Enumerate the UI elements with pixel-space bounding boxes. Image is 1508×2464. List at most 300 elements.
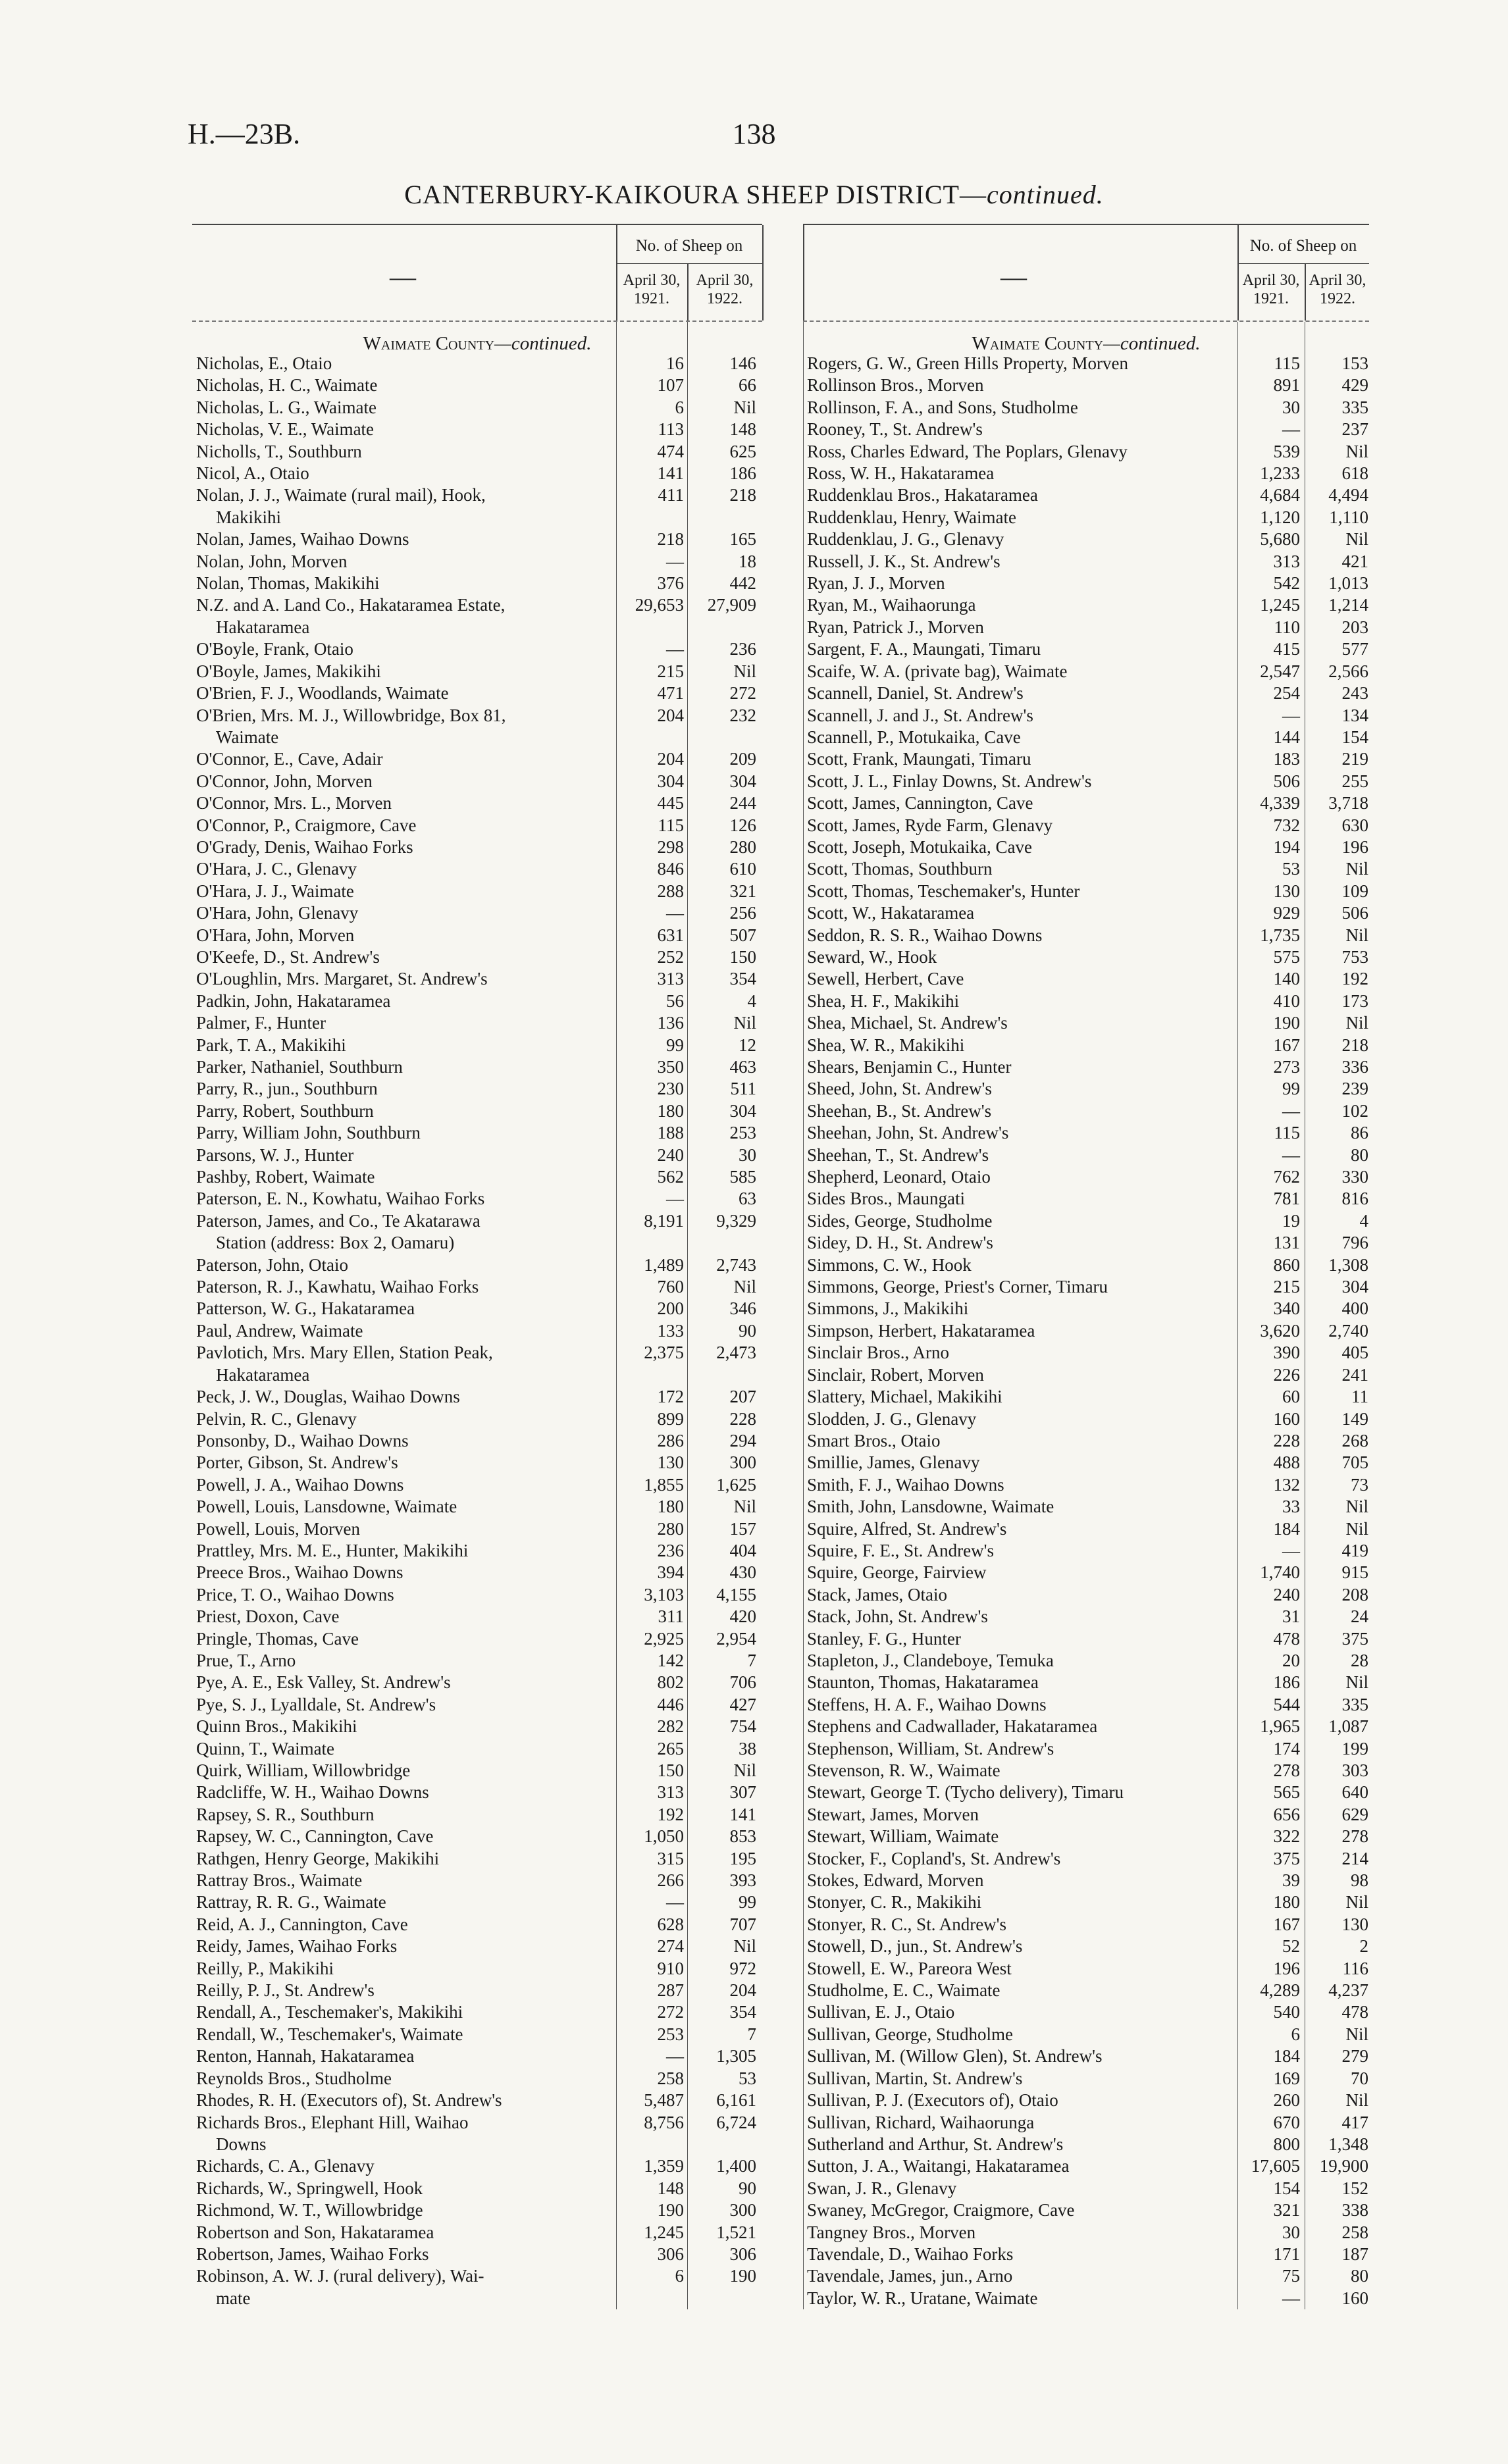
holder-name-line: Paterson, R. J., Kawhatu, Waihao Forks [196, 1277, 479, 1297]
table-row [803, 1122, 1369, 1144]
holder-name [192, 1782, 601, 1803]
table-row [192, 1870, 762, 1891]
holder-name [192, 771, 601, 792]
holder-name [192, 374, 601, 396]
holder-name-line: Scott, James, Ryde Farm, Glenavy [807, 815, 1053, 835]
sheep-1921: 204 [657, 705, 684, 725]
sheep-1921: 113 [658, 419, 684, 440]
sheep-1921: 376 [657, 573, 684, 594]
table-row [192, 968, 762, 990]
sheep-1921: 192 [657, 1804, 684, 1824]
holder-name [803, 1254, 1245, 1276]
sheep-1921: 266 [657, 1870, 684, 1891]
holder-name [192, 1540, 601, 1562]
sheep-1921: 228 [1273, 1430, 1300, 1450]
table-row [192, 528, 762, 550]
holder-name-line: Nicholls, T., Southburn [196, 441, 362, 461]
holder-name [192, 968, 601, 990]
holder-name [803, 551, 1245, 573]
table-row [803, 2068, 1369, 2090]
holder-name [803, 507, 1245, 528]
holder-name [803, 946, 1245, 968]
holder-name-line: Sheehan, T., St. Andrew's [807, 1144, 989, 1165]
table-row [192, 836, 762, 858]
holder-name-line: Tangney Bros., Morven [807, 2222, 976, 2242]
report-code: H.—23B. [188, 118, 301, 150]
holder-name-line: Reilly, P. J., St. Andrew's [196, 1980, 375, 2001]
holder-name [803, 1474, 1245, 1496]
sheep-1922: Nil [733, 661, 756, 681]
sheep-1922: 70 [1351, 2068, 1368, 2088]
holder-name-line: Richards, C. A., Glenavy [196, 2156, 375, 2176]
county-heading [192, 322, 762, 353]
holder-name-line: Powell, J. A., Waihao Downs [196, 1474, 404, 1495]
holder-name-line: O'Connor, P., Craigmore, Cave [196, 815, 417, 835]
table-row [803, 1562, 1369, 1583]
sheep-1921: 282 [657, 1716, 684, 1737]
sheep-1921: 390 [1273, 1343, 1300, 1363]
table-row [192, 2155, 762, 2177]
sheep-1921: 846 [657, 859, 684, 879]
holder-name [192, 836, 601, 858]
sheep-1922: Nil [1345, 1013, 1368, 1033]
sheep-1921: 148 [657, 2178, 684, 2198]
sheep-1922: 404 [729, 1540, 756, 1560]
sheep-1921: 258 [657, 2068, 684, 2088]
holder-name [192, 1650, 601, 1672]
page-number: 138 [732, 118, 776, 150]
holder-name-line: Taylor, W. R., Uratane, Waimate [807, 2288, 1038, 2308]
holder-name-line: Nicholas, H. C., Waimate [196, 375, 378, 396]
sheep-1922: 141 [729, 1804, 756, 1824]
holder-name [192, 1210, 601, 1254]
holder-name-line: Stephens and Cadwallader, Hakataramea [807, 1716, 1098, 1737]
holder-name-line: Stowell, D., jun., St. Andrew's [807, 1936, 1023, 1957]
table-row [192, 771, 762, 792]
sheep-1921: 184 [1273, 1518, 1300, 1539]
holder-name [803, 705, 1245, 727]
sheep-1921: 4,339 [1260, 793, 1300, 813]
holder-name [803, 1232, 1245, 1254]
sheep-1922: 330 [1341, 1167, 1368, 1187]
holder-name-line: Sargent, F. A., Maungati, Timaru [807, 639, 1041, 659]
holder-name [803, 1738, 1245, 1760]
holder-name-line: Simmons, C. W., Hook [807, 1254, 972, 1275]
sheep-1921: 188 [657, 1123, 684, 1143]
sheep-1922: 1,214 [1328, 595, 1368, 615]
holder-name-line: Ross, Charles Edward, The Poplars, Glenavy [807, 441, 1128, 461]
sheep-1921: 8,191 [644, 1210, 684, 1231]
table-row [803, 594, 1369, 616]
header-rule [1237, 263, 1369, 264]
holder-name-line: Shears, Benjamin C., Hunter [807, 1057, 1012, 1077]
sheep-1921: 56 [666, 990, 684, 1011]
sheep-1921: 6 [1291, 2024, 1300, 2044]
holder-name-line: Pringle, Thomas, Cave [196, 1628, 359, 1649]
sheep-1922: 2,566 [1328, 661, 1368, 681]
sheep-1921: — [666, 1892, 684, 1912]
sheep-1922: 618 [1341, 463, 1368, 484]
sheep-1922: 19,900 [1319, 2156, 1368, 2176]
table-row [192, 1782, 762, 1803]
holder-name-line: Rollinson, F. A., and Sons, Studholme [807, 397, 1078, 417]
holder-name-continuation: Makikihi [216, 507, 281, 527]
sheep-1922: 1,087 [1328, 1716, 1368, 1737]
holder-name-line: Padkin, John, Hakataramea [196, 990, 391, 1011]
sheep-1921: 273 [1273, 1057, 1300, 1077]
holder-name-line: Richards Bros., Elephant Hill, Waihao [196, 2112, 469, 2132]
holder-name-line: Smart Bros., Otaio [807, 1430, 941, 1450]
table-row [803, 682, 1369, 704]
holder-name [192, 1891, 601, 1913]
table-row [803, 1188, 1369, 1210]
sheep-1921: 488 [1273, 1452, 1300, 1473]
holder-name [192, 1452, 601, 1474]
holder-name [803, 1364, 1245, 1386]
holder-name-line: Richards, W., Springwell, Hook [196, 2178, 423, 2198]
holder-name [192, 1716, 601, 1737]
holder-name-line: O'Hara, John, Morven [196, 925, 355, 945]
holder-name-line: Paterson, James, and Co., Te Akatarawa [196, 1210, 481, 1231]
table-row [192, 1452, 762, 1474]
sheep-1921: 115 [1274, 1123, 1300, 1143]
sheep-1922: 506 [1341, 903, 1368, 923]
holder-name [803, 1716, 1245, 1737]
holder-name-line: O'Loughlin, Mrs. Margaret, St. Andrew's [196, 969, 488, 989]
holder-name-line: Swaney, McGregor, Craigmore, Cave [807, 2200, 1075, 2220]
sheep-1921: 30 [1282, 397, 1300, 417]
sheep-1921: — [666, 2046, 684, 2066]
table-row [803, 2199, 1369, 2221]
sheep-1922: Nil [733, 1277, 756, 1297]
sheep-1921: 172 [657, 1387, 684, 1407]
sheep-1921: 272 [657, 2002, 684, 2022]
holder-name [192, 881, 601, 902]
sheep-1921: 1,359 [644, 2156, 684, 2176]
sheep-1922: 148 [729, 419, 756, 440]
table-row [803, 2244, 1369, 2265]
table-row [803, 507, 1369, 528]
sheep-1922: 187 [1341, 2244, 1368, 2264]
sheep-1922: 753 [1341, 946, 1368, 967]
sheep-1921: 340 [1273, 1298, 1300, 1319]
table-row [192, 1298, 762, 1320]
holder-name-line: Shea, H. F., Makikihi [807, 990, 960, 1011]
sheep-1922: 80 [1351, 2266, 1368, 2286]
holder-name-line: Smith, John, Lansdowne, Waimate [807, 1497, 1054, 1517]
sheep-1922: 419 [1341, 1540, 1368, 1560]
holder-name-line: Stack, John, St. Andrew's [807, 1606, 988, 1627]
sheep-1922: Nil [1345, 1497, 1368, 1517]
sheep-1922: 336 [1341, 1057, 1368, 1077]
sheep-1921: 1,735 [1260, 925, 1300, 945]
holder-name-line: Rattray, R. R. G., Waimate [196, 1892, 386, 1912]
sheep-1921: 29,653 [635, 595, 684, 615]
holder-name [803, 1782, 1245, 1803]
holder-name-line: Sheehan, B., St. Andrew's [807, 1100, 992, 1121]
holder-name-line: Sidey, D. H., St. Andrew's [807, 1233, 993, 1253]
holder-name [192, 815, 601, 836]
holder-name-line: Shea, W. R., Makikihi [807, 1035, 965, 1055]
holder-name [192, 1870, 601, 1891]
holder-name [192, 2199, 601, 2221]
sheep-1921: 160 [1273, 1408, 1300, 1429]
table-row [803, 1540, 1369, 1562]
sheep-1922: 306 [729, 2244, 756, 2264]
table-row [803, 727, 1369, 748]
sheep-1921: 628 [657, 1914, 684, 1934]
table-row [192, 1628, 762, 1650]
sheep-1921: 929 [1273, 903, 1300, 923]
table-row [192, 1056, 762, 1078]
sheep-1921: 132 [1273, 1474, 1300, 1495]
holder-name [192, 1474, 601, 1496]
table-row [803, 2265, 1369, 2287]
holder-name [803, 792, 1245, 814]
sheep-1922: 207 [729, 1387, 756, 1407]
holder-name [803, 1826, 1245, 1847]
holder-name-line: Smith, F. J., Waihao Downs [807, 1474, 1004, 1495]
table-row [803, 1650, 1369, 1672]
sheep-1921: 6 [675, 397, 684, 417]
holder-name-line: Powell, Louis, Lansdowne, Waimate [196, 1497, 457, 1517]
sheep-1921: 540 [1273, 2002, 1300, 2022]
page-header [188, 117, 1320, 157]
table-header [803, 225, 1369, 322]
sheep-1922: 507 [729, 925, 756, 945]
table-row [192, 1518, 762, 1540]
holder-name-line: Simmons, J., Makikihi [807, 1298, 969, 1319]
sheep-1922: 442 [729, 573, 756, 594]
sheep-1922: Nil [1345, 859, 1368, 879]
holder-name-line: Park, T. A., Makikihi [196, 1035, 346, 1055]
table-row [192, 2112, 762, 2156]
holder-name-line: Parker, Nathaniel, Southburn [196, 1057, 403, 1077]
sheep-1922: 228 [729, 1408, 756, 1429]
table-row [803, 1254, 1369, 1276]
sheep-1922: 218 [729, 485, 756, 505]
sheep-1922: 130 [1341, 1914, 1368, 1934]
right-column-table [803, 224, 1369, 2309]
holder-name-line: Smillie, James, Glenavy [807, 1452, 980, 1473]
holder-name [803, 1298, 1245, 1320]
sheep-1921: — [666, 1189, 684, 1209]
page-title [0, 179, 1508, 210]
sheep-1921: 762 [1273, 1167, 1300, 1187]
holder-name [192, 463, 601, 484]
table-row [803, 1320, 1369, 1342]
table-row [803, 1694, 1369, 1716]
holder-name [192, 484, 601, 528]
holder-name-line: O'Brien, F. J., Woodlands, Waimate [196, 683, 449, 704]
holder-name-line: Paterson, E. N., Kowhatu, Waihao Forks [196, 1189, 485, 1209]
sheep-1922: 99 [739, 1892, 756, 1912]
header-rule [616, 263, 762, 264]
sheep-1921: 265 [657, 1738, 684, 1758]
table-row [803, 638, 1369, 660]
sheep-1921: 5,487 [644, 2090, 684, 2111]
holder-name [192, 1760, 601, 1782]
table-row [192, 594, 762, 638]
holder-name [192, 1628, 601, 1650]
table-row [192, 1826, 762, 1847]
holder-name [803, 1958, 1245, 1980]
row-list [192, 353, 762, 2309]
table-row [803, 1166, 1369, 1188]
sheep-1921: 60 [1282, 1387, 1300, 1407]
holder-name [803, 1078, 1245, 1100]
sheep-1922: 214 [1341, 1848, 1368, 1868]
table-row [192, 353, 762, 374]
sheep-1922: 405 [1341, 1343, 1368, 1363]
sheep-1921: 1,120 [1260, 507, 1300, 527]
holder-name-line: Reid, A. J., Cannington, Cave [196, 1914, 408, 1934]
sheep-1922: 816 [1341, 1189, 1368, 1209]
sheep-1921: 260 [1273, 2090, 1300, 2111]
table-row [803, 1891, 1369, 1913]
table-row [803, 2178, 1369, 2199]
table-row [192, 1584, 762, 1606]
table-row [192, 2001, 762, 2023]
sheep-1921: 180 [657, 1497, 684, 1517]
holder-name-line: Pavlotich, Mrs. Mary Ellen, Station Peak, [196, 1343, 493, 1363]
sheep-1921: 1,965 [1260, 1716, 1300, 1737]
holder-name-line: Parry, R., jun., Southburn [196, 1079, 378, 1099]
sheep-1922: 199 [1341, 1738, 1368, 1758]
holder-name-line: O'Hara, John, Glenavy [196, 903, 359, 923]
table-row [192, 1848, 762, 1870]
sheep-1921: — [666, 551, 684, 571]
sheep-1922: 2,743 [716, 1254, 756, 1275]
table-row [803, 1298, 1369, 1320]
holder-name [803, 727, 1245, 748]
sheep-1921: 115 [1274, 353, 1300, 373]
sheep-1921: 394 [657, 1562, 684, 1583]
sheep-1921: 286 [657, 1430, 684, 1450]
holder-name-line: Ryan, J. J., Morven [807, 573, 945, 594]
holder-name-line: Scott, W., Hakataramea [807, 903, 975, 923]
holder-name [803, 2288, 1245, 2309]
table-row [803, 858, 1369, 880]
sheep-1921: 2,925 [644, 1628, 684, 1649]
holder-name-line: Rhodes, R. H. (Executors of), St. Andrew's [196, 2090, 502, 2111]
holder-name [803, 374, 1245, 396]
table-row [803, 374, 1369, 396]
name-column-header: — [390, 262, 416, 292]
table-row [803, 1232, 1369, 1254]
sheep-1921: — [1282, 1144, 1300, 1165]
table-row [803, 946, 1369, 968]
sheep-1921: 575 [1273, 946, 1300, 967]
table-row [192, 1474, 762, 1496]
sheep-1922: 243 [1341, 683, 1368, 704]
holder-name [192, 2265, 601, 2309]
sheep-1922: 196 [1341, 836, 1368, 857]
sheep-1922: Nil [1345, 441, 1368, 461]
table-row [192, 397, 762, 419]
sheep-1922: 150 [729, 946, 756, 967]
holder-name [192, 2045, 601, 2067]
name-column-header: — [1001, 262, 1027, 292]
holder-name [803, 1540, 1245, 1562]
sheep-1922: 239 [1341, 1079, 1368, 1099]
holder-name-line: Reilly, P., Makikihi [196, 1958, 334, 1978]
holder-name [803, 1320, 1245, 1342]
holder-name-line: Nolan, Thomas, Makikihi [196, 573, 380, 594]
holder-name [192, 397, 601, 419]
sheep-1922: Nil [733, 1760, 756, 1780]
holder-name [803, 858, 1245, 880]
table-row [192, 463, 762, 484]
holder-name-line: Simmons, George, Priest's Corner, Timaru [807, 1277, 1108, 1297]
holder-name-line: Rendall, W., Teschemaker's, Waimate [196, 2024, 463, 2044]
sheep-1922: 853 [729, 1826, 756, 1847]
table-row [803, 771, 1369, 792]
sheep-1922: 116 [1342, 1958, 1368, 1978]
holder-name-line: Sides Bros., Maungati [807, 1189, 965, 1209]
table-row [192, 1122, 762, 1144]
sheep-1922: 640 [1341, 1782, 1368, 1803]
sheep-1922: 346 [729, 1298, 756, 1319]
holder-name-line: Renton, Hannah, Hakataramea [196, 2046, 415, 2066]
sheep-1921: 17,605 [1251, 2156, 1300, 2176]
holder-name-line: O'Hara, J. C., Glenavy [196, 859, 357, 879]
table-row [192, 1980, 762, 2001]
table-row [803, 1276, 1369, 1298]
col-1922-header: April 30, 1922. [696, 272, 754, 307]
holder-name [192, 792, 601, 814]
holder-name [192, 1320, 601, 1342]
holder-name [803, 1760, 1245, 1782]
sheep-count-header: No. of Sheep on [635, 237, 743, 255]
table-row [803, 705, 1369, 727]
sheep-1921: 670 [1273, 2112, 1300, 2132]
sheep-1922: 24 [1351, 1606, 1368, 1627]
table-row [192, 705, 762, 749]
holder-name [803, 2024, 1245, 2045]
holder-name-line: Ruddenklau Bros., Hakataramea [807, 485, 1038, 505]
sheep-1921: 140 [1273, 969, 1300, 989]
sheep-1921: 631 [657, 925, 684, 945]
holder-name-line: Nolan, James, Waihao Downs [196, 529, 409, 550]
sheep-1921: 52 [1282, 1936, 1300, 1957]
table-row [192, 1936, 762, 1957]
holder-name [803, 2134, 1245, 2155]
table-row [192, 925, 762, 946]
sheep-1921: 20 [1282, 1650, 1300, 1670]
sheep-1921: 130 [657, 1452, 684, 1473]
table-row [192, 1342, 762, 1386]
holder-name-line: Studholme, E. C., Waimate [807, 1980, 1001, 2001]
holder-name [192, 638, 601, 660]
holder-name-line: Shea, Michael, St. Andrew's [807, 1013, 1008, 1033]
holder-name [803, 1342, 1245, 1364]
table-row [192, 2244, 762, 2265]
holder-name-line: Stanley, F. G., Hunter [807, 1628, 961, 1649]
holder-name-line: Stocker, F., Copland's, St. Andrew's [807, 1848, 1061, 1868]
sheep-1921: 142 [657, 1650, 684, 1670]
holder-name [803, 1914, 1245, 1936]
holder-name-line: Stokes, Edward, Morven [807, 1870, 984, 1891]
sheep-1921: 190 [1273, 1013, 1300, 1033]
sheep-1922: 154 [1341, 727, 1368, 747]
sheep-1921: 910 [657, 1958, 684, 1978]
holder-name-line: Scott, Thomas, Teschemaker's, Hunter [807, 881, 1080, 901]
sheep-1922: 160 [1341, 2288, 1368, 2308]
sheep-1921: 1,489 [644, 1254, 684, 1275]
sheep-1921: 542 [1273, 573, 1300, 594]
holder-name-line: Sinclair, Robert, Morven [807, 1364, 984, 1385]
